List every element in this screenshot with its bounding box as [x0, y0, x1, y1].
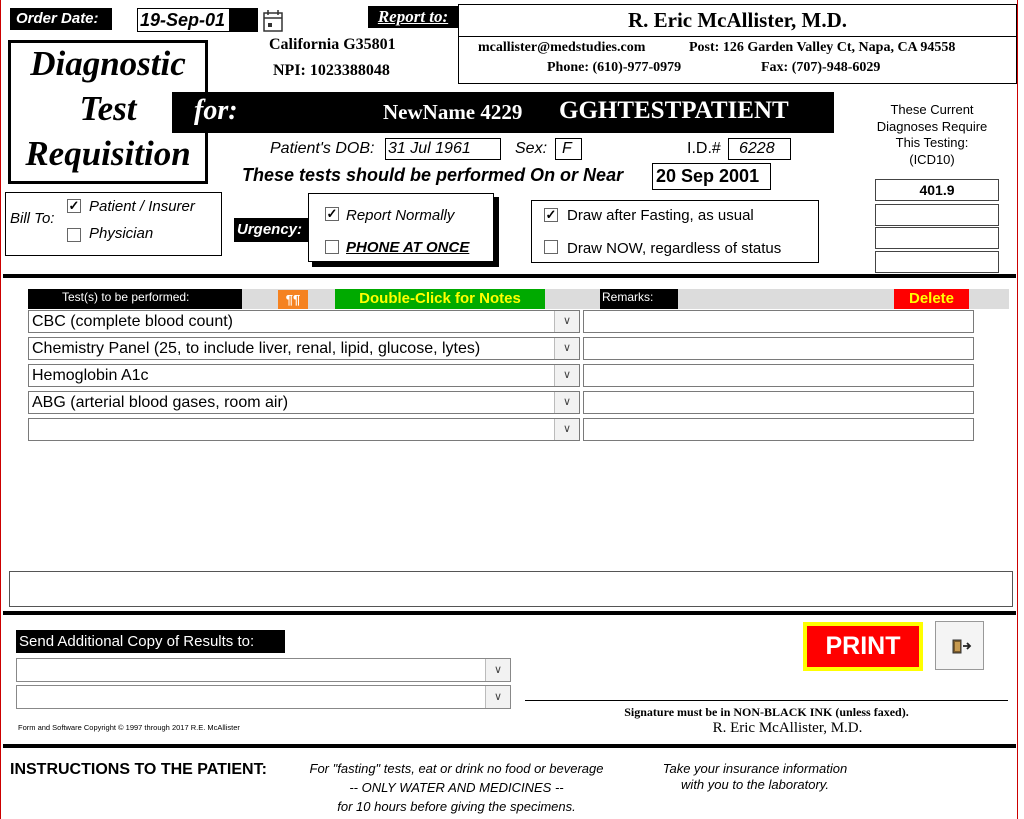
chevron-down-icon[interactable]: ∨ — [554, 338, 579, 359]
signature-line — [525, 700, 1008, 701]
diagnoses-heading-3: This Testing: — [895, 135, 969, 150]
test-row-4[interactable] — [28, 391, 580, 414]
section-divider-top — [3, 274, 1016, 278]
phone-at-once-checkbox[interactable] — [325, 240, 339, 254]
bill-physician-checkbox[interactable] — [67, 228, 81, 242]
dob-label: Patient's DOB: — [270, 140, 375, 157]
report-normally-label: Report Normally — [346, 207, 455, 224]
title-line-2: Test — [79, 89, 137, 128]
fasting-instruction-1: For "fasting" tests, eat or drink no food or beverage — [309, 761, 604, 776]
left-edge — [0, 0, 1, 819]
signature-name: R. Eric McAllister, M.D. — [712, 720, 863, 736]
test-row-1-text: CBC (complete blood count) — [32, 313, 233, 330]
remarks-header-label: Remarks: — [600, 289, 678, 309]
draw-now-label: Draw NOW, regardless of status — [567, 240, 782, 257]
perform-label: These tests should be performed On or Near — [242, 165, 624, 185]
report-to-divider — [458, 36, 1017, 37]
title-line-1: Diagnostic — [30, 44, 186, 83]
report-to-label: Report to: — [368, 6, 458, 28]
exit-door-icon — [936, 622, 985, 671]
instructions-heading: INSTRUCTIONS TO THE PATIENT: — [10, 761, 267, 778]
for-label: for: — [194, 95, 238, 126]
draw-fasting-checkbox[interactable]: ✓ — [545, 207, 557, 222]
insurance-instruction-1: Take your insurance information — [662, 761, 848, 776]
diagnosis-code-2[interactable] — [875, 204, 999, 226]
doctor-post: Post: 126 Garden Valley Ct, Napa, CA 94558 — [689, 40, 956, 55]
bill-to-label: Bill To: — [10, 210, 55, 227]
calendar-icon[interactable] — [262, 9, 284, 33]
test-row-4-text: ABG (arterial blood gases, room air) — [32, 394, 289, 411]
diagnosis-code-3[interactable] — [875, 227, 999, 249]
report-normally-checkbox[interactable]: ✓ — [326, 206, 338, 221]
copyright-text: Form and Software Copyright © 1997 through 2017 R.E. McAllister — [18, 723, 240, 732]
insurance-instruction-2: with you to the laboratory. — [681, 777, 829, 792]
doctor-name: R. Eric McAllister, M.D. — [627, 8, 848, 32]
chevron-down-icon[interactable]: ∨ — [554, 392, 579, 413]
chevron-down-icon[interactable]: ∨ — [554, 365, 579, 386]
pilcrow-button[interactable]: ¶¶ — [278, 290, 308, 309]
sex-label: Sex: — [515, 140, 548, 157]
diagnoses-heading-1: These Current — [890, 102, 974, 117]
remark-field-1[interactable] — [583, 310, 974, 333]
doctor-email: mcallister@medstudies.com — [478, 40, 646, 55]
patient-last-name[interactable]: GGHTESTPATIENT — [559, 97, 789, 124]
double-click-notes-button[interactable]: Double-Click for Notes — [335, 289, 545, 309]
notes-field[interactable] — [9, 571, 1013, 607]
chevron-down-icon[interactable]: ∨ — [554, 419, 579, 440]
remark-field-2[interactable] — [583, 337, 974, 360]
dob-field[interactable]: 31 Jul 1961 — [385, 138, 501, 160]
test-row-5[interactable] — [28, 418, 580, 441]
draw-now-checkbox[interactable] — [544, 240, 558, 254]
test-row-2[interactable] — [28, 337, 580, 360]
copy-recipient-select-1[interactable] — [16, 658, 511, 682]
print-button[interactable]: PRINT — [803, 622, 923, 671]
tests-header-label: Test(s) to be performed: — [28, 289, 242, 309]
doctor-phone: Phone: (610)-977-0979 — [547, 60, 682, 75]
remark-field-3[interactable] — [583, 364, 974, 387]
npi-number: NPI: 1023388048 — [273, 62, 390, 79]
signature-note: Signature must be in NON-BLACK INK (unless faxed). — [624, 705, 909, 719]
chevron-down-icon[interactable]: ∨ — [554, 311, 579, 332]
diagnosis-code-4[interactable] — [875, 251, 999, 273]
exit-button[interactable] — [935, 621, 984, 670]
bill-physician-label: Physician — [89, 225, 154, 242]
order-date-spacer — [230, 8, 258, 32]
additional-copy-label: Send Additional Copy of Results to: — [16, 630, 285, 653]
section-divider-bottom — [3, 744, 1016, 748]
id-field[interactable]: 6228 — [728, 138, 791, 160]
remark-field-4[interactable] — [583, 391, 974, 414]
fasting-instruction-2: -- ONLY WATER AND MEDICINES -- — [349, 780, 564, 795]
id-label: I.D.# — [687, 140, 721, 157]
test-row-2-text: Chemistry Panel (25, to include liver, renal, lipid, glucose, lytes) — [32, 340, 481, 357]
test-row-3-text: Hemoglobin A1c — [32, 367, 149, 384]
bill-patient-checkbox[interactable]: ✓ — [68, 198, 80, 213]
copy-recipient-select-2[interactable] — [16, 685, 511, 709]
bill-patient-label: Patient / Insurer — [89, 198, 195, 215]
test-row-3[interactable] — [28, 364, 580, 387]
order-date-field[interactable]: 19-Sep-01 — [137, 8, 230, 32]
diagnoses-heading-2: Diagnoses Require — [876, 118, 988, 134]
right-edge — [1017, 0, 1018, 819]
state-license: California G35801 — [269, 36, 396, 53]
fasting-instruction-3: for 10 hours before giving the specimens. — [337, 799, 576, 814]
sex-field[interactable]: F — [555, 138, 582, 160]
perform-date-field[interactable]: 20 Sep 2001 — [652, 163, 771, 190]
order-date-label: Order Date: — [10, 8, 112, 30]
section-divider-middle — [3, 611, 1016, 615]
phone-at-once-label: PHONE AT ONCE — [346, 239, 470, 256]
patient-first-name[interactable]: NewName 4229 — [383, 100, 523, 124]
delete-button[interactable]: Delete — [894, 289, 969, 309]
remark-field-5[interactable] — [583, 418, 974, 441]
title-line-3: Requisition — [25, 134, 191, 173]
diagnoses-heading — [862, 102, 1002, 168]
diagnosis-code-1[interactable]: 401.9 — [875, 179, 999, 201]
diagnoses-heading-4: (ICD10) — [909, 151, 955, 167]
doctor-fax: Fax: (707)-948-6029 — [761, 60, 881, 75]
chevron-down-icon[interactable]: ∨ — [485, 686, 510, 708]
urgency-label: Urgency: — [234, 218, 312, 242]
test-row-1[interactable] — [28, 310, 580, 333]
draw-fasting-label: Draw after Fasting, as usual — [567, 207, 754, 224]
chevron-down-icon[interactable]: ∨ — [485, 659, 510, 681]
